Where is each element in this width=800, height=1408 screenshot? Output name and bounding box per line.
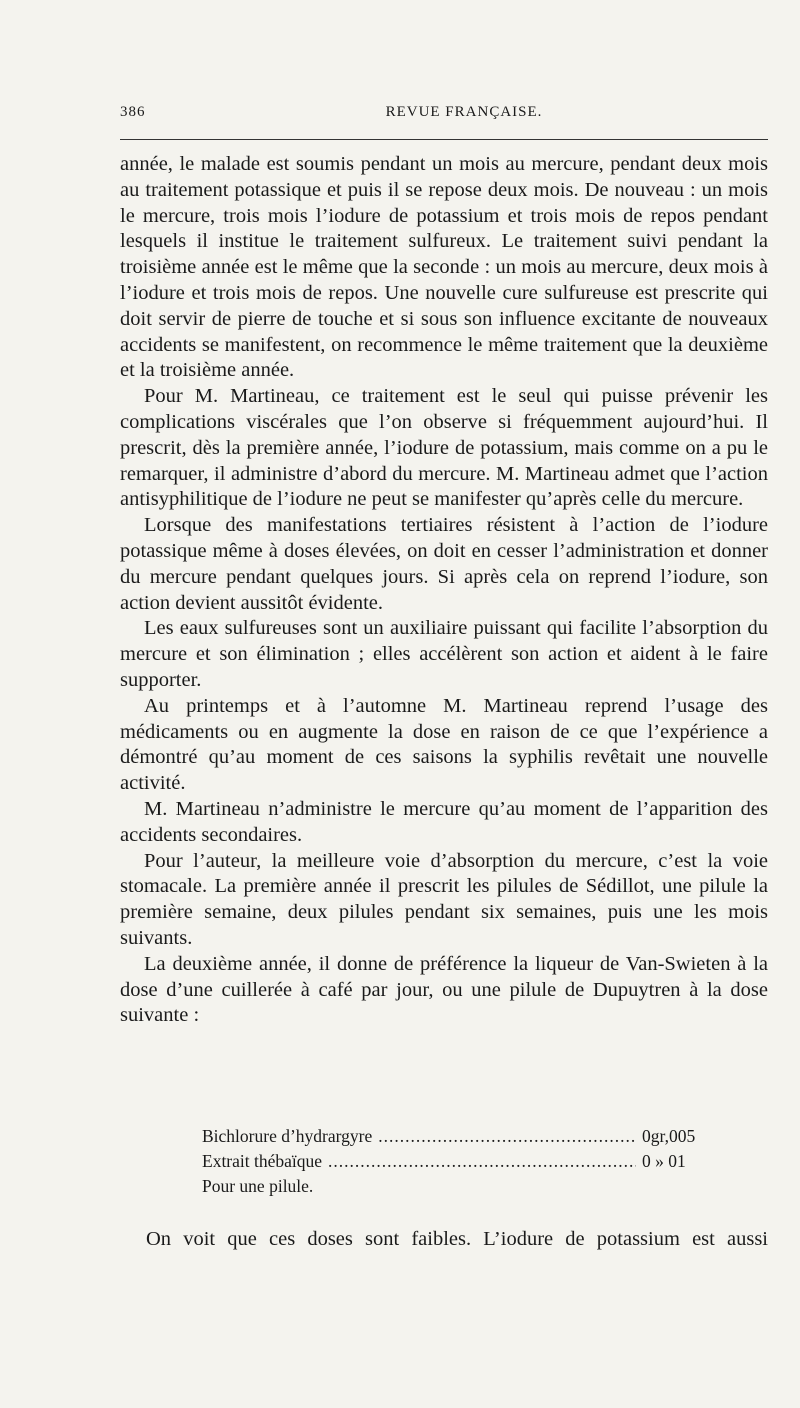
ingredient-name: Extrait thébaïque <box>202 1151 323 1171</box>
paragraph: Les eaux sulfureuses sont un auxiliaire puissant qui facilite l’absorption du mercure et son élimination ; elles accélèrent son action et aident à le faire supporter. <box>120 617 768 691</box>
dot-leader <box>328 1149 636 1174</box>
running-title: REVUE FRANÇAISE. <box>385 104 543 120</box>
page-header <box>120 104 768 128</box>
paragraph: année, le malade est soumis pendant un mois au mercure, pendant deux mois au traitement potassique et puis il se repose deux mois. De nouveau : un mois le mercure, trois mois l’iodure de potassium et trois mois de repos pendant lesquels il institue le traitement sulfureux. Le traitement suivi pendant la troisième année est le même que la seconde : un mois au mercure, deux mois à l’iodure et trois mois de repos. Une nouvelle cure sulfureuse est prescrite qui doit servir de pierre de touche et si sous son influence excitante de nouveaux accidents se manifestent, on recommence le même traitement que la deuxième et la troisième année. <box>120 153 768 382</box>
prescription-row <box>202 1124 702 1149</box>
ingredient-quantity: 0gr,005 <box>642 1126 696 1146</box>
paragraph: Pour l’auteur, la meilleure voie d’absorption du mercure, c’est la voie stomacale. La première année il prescrit les pilules de Sédillot, une pilule la première semaine, deux pilules pendant six semaines, puis une les mois suivants. <box>120 849 768 949</box>
body-text <box>120 152 768 1029</box>
paragraph: Lorsque des manifestations tertiaires résistent à l’action de l’iodure potassique même à doses élevées, on doit en cesser l’administration et donner du mercure pendant quelques jours. Si après cela on reprend l’iodure, son action devient aussitôt évidente. <box>120 514 768 614</box>
prescription-note: Pour une pilule. <box>202 1176 314 1196</box>
prescription-row <box>202 1149 702 1174</box>
ingredient-quantity: 0 » 01 <box>642 1151 686 1171</box>
paragraph: Au printemps et à l’automne M. Martineau reprend l’usage des médicaments ou en augmente la dose en raison de ce que l’expérience a démontré qu’au moment de ces saisons la syphilis revêtait une nouvelle activité. <box>120 694 768 795</box>
prescription <box>202 1124 702 1199</box>
paragraph: M. Martineau n’administre le mercure qu’au moment de l’apparition des accidents secondaires. <box>120 797 768 846</box>
header-rule <box>120 139 768 140</box>
paragraph: Pour M. Martineau, ce traitement est le seul qui puisse prévenir les complications viscérales que l’on observe si fréquemment aujourd’hui. Il prescrit, dès la première année, l’iodure de potassium, mais comme on a pu le remarquer, il administre d’abord du mercure. M. Martineau admet que l’action antisyphilitique de l’iodure ne peut se manifester qu’après celle du mercure. <box>120 385 768 511</box>
dot-leader <box>378 1124 636 1149</box>
last-line: On voit que ces doses sont faibles. L’iodure de potassium est aussi <box>146 1228 768 1250</box>
page-number: 386 <box>120 104 146 120</box>
ingredient-name: Bichlorure d’hydrargyre <box>202 1126 373 1146</box>
prescription-row <box>202 1174 702 1199</box>
paragraph: La deuxième année, il donne de préférence la liqueur de Van-Swieten à la dose d’une cuillerée à café par jour, ou une pilule de Dupuytren à la dose suivante : <box>120 952 768 1027</box>
